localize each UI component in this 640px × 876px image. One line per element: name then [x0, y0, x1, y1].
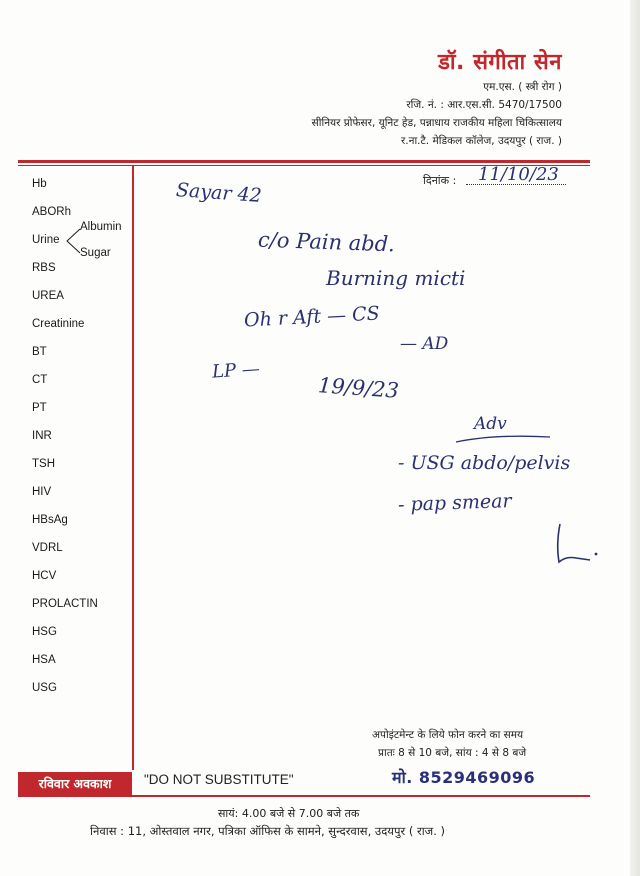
test-ct: CT — [32, 374, 48, 386]
test-vdrl: VDRL — [32, 542, 63, 554]
test-tsh: TSH — [32, 458, 55, 470]
test-hcv: HCV — [32, 570, 57, 582]
test-hb: Hb — [32, 178, 47, 190]
note-lmp-date: 19/9/23 — [317, 373, 400, 403]
date-label: दिनांक : — [423, 174, 457, 187]
note-obstetric-history: Oh r Aft — CS — [243, 302, 381, 332]
note-advice-pap: - pap smear — [397, 490, 512, 516]
test-usg: USG — [32, 682, 57, 694]
footer-divider — [18, 795, 590, 797]
appointment-hours: प्रातः 8 से 10 बजे, सांय : 4 से 8 बजे — [378, 747, 527, 759]
do-not-substitute: "DO NOT SUBSTITUTE" — [144, 772, 294, 787]
advice-underline — [454, 428, 554, 448]
note-complaint-2: Burning micti — [326, 266, 466, 290]
appointment-title: अपोइंटमेन्ट के लिये फोन करने का समय — [372, 729, 524, 741]
doctor-qualification: एम.एस. ( स्त्री रोग ) — [483, 81, 562, 93]
note-complaint-1: c/o Pain abd. — [257, 227, 396, 257]
header-divider — [18, 160, 590, 163]
doctor-name: डॉ. संगीता सेन — [438, 50, 562, 75]
doctor-signature — [552, 520, 602, 570]
tests-column-divider — [132, 166, 134, 770]
test-creatinine: Creatinine — [32, 318, 85, 330]
date-handwritten: 11/10/23 — [478, 164, 559, 185]
test-urine-albumin: Albumin — [80, 221, 122, 233]
note-lmp: LP — — [211, 358, 261, 383]
test-bt: BT — [32, 346, 47, 358]
sunday-off-badge: रविवार अवकाश — [18, 772, 132, 796]
test-hbsag: HBsAg — [32, 514, 68, 526]
college-name: र.ना.टै. मेडिकल कॉलेज, उदयपुर ( राज. ) — [400, 135, 562, 147]
note-advice-usg: - USG abdo/pelvis — [398, 452, 571, 474]
note-patient: Sayar 42 — [175, 179, 263, 207]
urine-bracket — [62, 226, 82, 256]
test-hiv: HIV — [32, 486, 52, 498]
paper-edge — [630, 0, 640, 876]
test-aborh: ABORh — [32, 206, 71, 218]
note-obstetric-history-2: — AD — [400, 334, 449, 354]
test-hsa: HSA — [32, 654, 56, 666]
doctor-designation: सीनियर प्रोफेसर, यूनिट हेड, पन्नाधाय राजकीय महिला चिकित्सालय — [311, 117, 562, 129]
note-advice-heading: Adv — [474, 414, 507, 434]
test-urea: UREA — [32, 290, 64, 302]
test-prolactin: PROLACTIN — [32, 598, 98, 610]
test-urine-sugar: Sugar — [80, 247, 111, 259]
registration-number: रजि. नं. : आर.एस.सी. 5470/17500 — [406, 99, 562, 111]
test-hsg: HSG — [32, 626, 57, 638]
test-urine: Urine — [32, 234, 60, 246]
test-inr: INR — [32, 430, 52, 442]
test-pt: PT — [32, 402, 47, 414]
residence-address: निवास : 11, ओस्तवाल नगर, पत्रिका ऑफिस के सामने, सुन्दरवास, उदयपुर ( राज. ) — [90, 824, 446, 838]
evening-hours: सायं: 4.00 बजे से 7.00 बजे तक — [218, 807, 360, 820]
test-rbs: RBS — [32, 262, 56, 274]
mobile-number: मो. 8529469096 — [392, 768, 536, 787]
